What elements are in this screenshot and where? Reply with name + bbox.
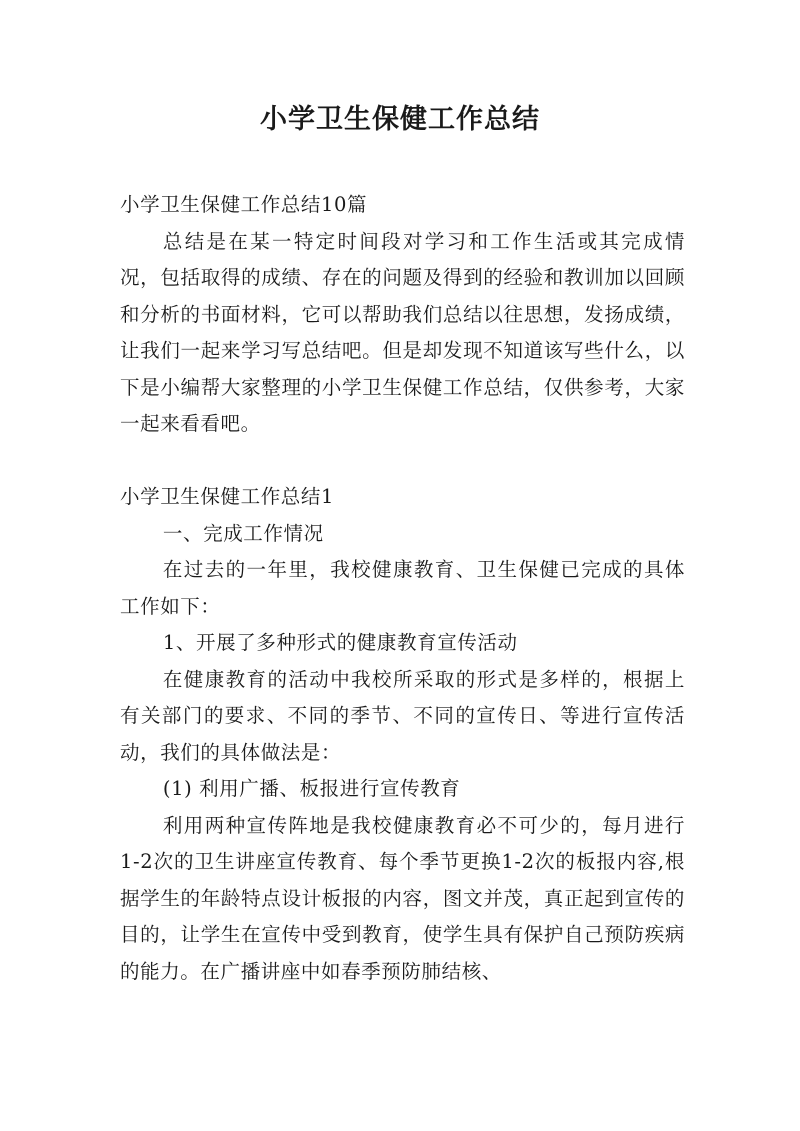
item-health-education-activities: 1、开展了多种形式的健康教育宣传活动 [162,631,518,654]
document-subtitle: 小学卫生保健工作总结10篇 [120,193,368,216]
paragraph-publicity-positions: 利用两种宣传阵地是我校健康教育必不可少的，每月进行1-2次的卫生讲座宣传教育、每个季节更换1-2次的板报内容,根据学生的年龄特点设计板报的内容，图文并茂，真正起到宣传的目的，让学生在宣传中受到教育，使学生具有保护自己预防疾病的能力。在广播讲座中如春季预防肺结核、 [120,813,685,983]
section-title: 小学卫生保健工作总结1 [120,485,335,508]
intro-paragraph: 总结是在某一特定时间段对学习和工作生活或其完成情况，包括取得的成绩、存在的问题及得到的经验和教训加以回顾和分析的书面材料，它可以帮助我们总结以往思想，发扬成绩，让我们一起来学习写总结吧。但是却发现不知道该写些什么，以下是小编帮大家整理的小学卫生保健工作总结，仅供参考，大家一起来看看吧。 [120,229,685,435]
sub-item-broadcast-boards: (1) 利用广播、板报进行宣传教育 [162,777,461,800]
paragraph-activity-forms: 在健康教育的活动中我校所采取的形式是多样的，根据上有关部门的要求、不同的季节、不同的宣传日、等进行宣传活动，我们的具体做法是： [120,667,685,764]
paragraph-past-year: 在过去的一年里，我校健康教育、卫生保健已完成的具体工作如下： [120,558,685,618]
document-title: 小学卫生保健工作总结 [260,104,540,135]
paragraph-spacer [120,443,685,480]
heading-completed-work: 一、完成工作情况 [162,521,324,545]
document-body [120,187,685,990]
